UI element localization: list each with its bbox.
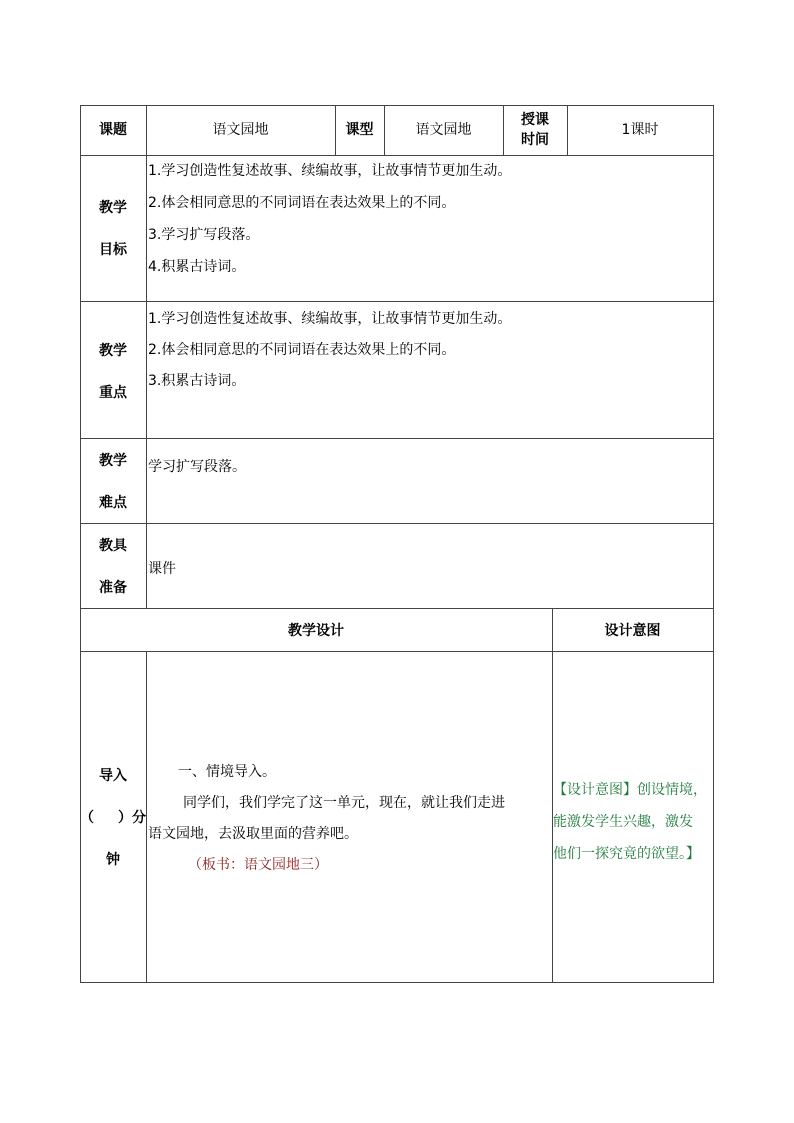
design-intent-line-3: 他们一探究竟的欲望。】 [553,846,700,862]
intro-label-line-1: 导入 [99,768,127,784]
intro-label-line-3: 钟 [106,852,120,868]
design-header: 教学设计 [288,623,344,639]
table-border [146,105,147,609]
table-border [80,105,714,106]
goal-item: 3.学习扩写段落。 [148,227,260,243]
goals-label-line-1: 教学 [99,200,127,216]
topic-label: 课题 [99,122,127,138]
key-points-label-line-1: 教学 [99,343,127,359]
topic-value: 语文园地 [212,122,269,138]
type-label: 课型 [345,122,374,138]
time-label-line-1: 授课 [521,112,549,128]
table-border [80,651,714,652]
design-intent-line-2: 能激发学生兴趣，激发 [553,814,693,830]
materials-text: 课件 [148,561,176,577]
difficulties-label-line-1: 教学 [99,453,127,469]
table-border [80,982,714,983]
key-point-item: 1.学习创造性复述故事、续编故事，让故事情节更加生动。 [148,311,512,327]
table-border [80,155,714,156]
key-points-label-line-2: 重点 [99,385,127,401]
intro-heading: 一、情境导入。 [178,764,276,780]
difficulties-text: 学习扩写段落。 [148,459,246,475]
table-border [80,523,714,524]
goal-item: 4.积累古诗词。 [148,259,246,275]
type-value: 语文园地 [415,122,472,138]
goal-item: 2.体会相同意思的不同词语在表达效果上的不同。 [148,195,456,211]
table-border [80,608,714,609]
materials-label-line-2: 准备 [99,580,127,596]
difficulties-label-line-2: 难点 [99,495,127,511]
intro-label-paren-close: ）分 [118,810,146,826]
table-border [713,105,714,983]
intent-header: 设计意图 [604,623,661,639]
table-border [146,651,147,983]
materials-label-line-1: 教具 [99,538,127,554]
intro-label-paren-open: （ [80,810,94,826]
intro-paragraph-line-2: 语文园地，去汲取里面的营养吧。 [148,826,358,842]
design-intent-line-1: 【设计意图】创设情境， [553,782,707,798]
key-point-item: 2.体会相同意思的不同词语在表达效果上的不同。 [148,342,456,358]
time-label-line-2: 时间 [521,132,549,148]
time-value: 1课时 [621,122,659,138]
table-border [80,301,714,302]
key-point-item: 3.积累古诗词。 [148,373,246,389]
board-note: （板书：语文园地三） [188,857,328,873]
table-border [80,438,714,439]
intro-paragraph-line-1: 同学们，我们学完了这一单元，现在，就让我们走进 [183,795,505,811]
goals-label-line-2: 目标 [99,242,127,258]
goal-item: 1.学习创造性复述故事、续编故事，让故事情节更加生动。 [148,163,512,179]
